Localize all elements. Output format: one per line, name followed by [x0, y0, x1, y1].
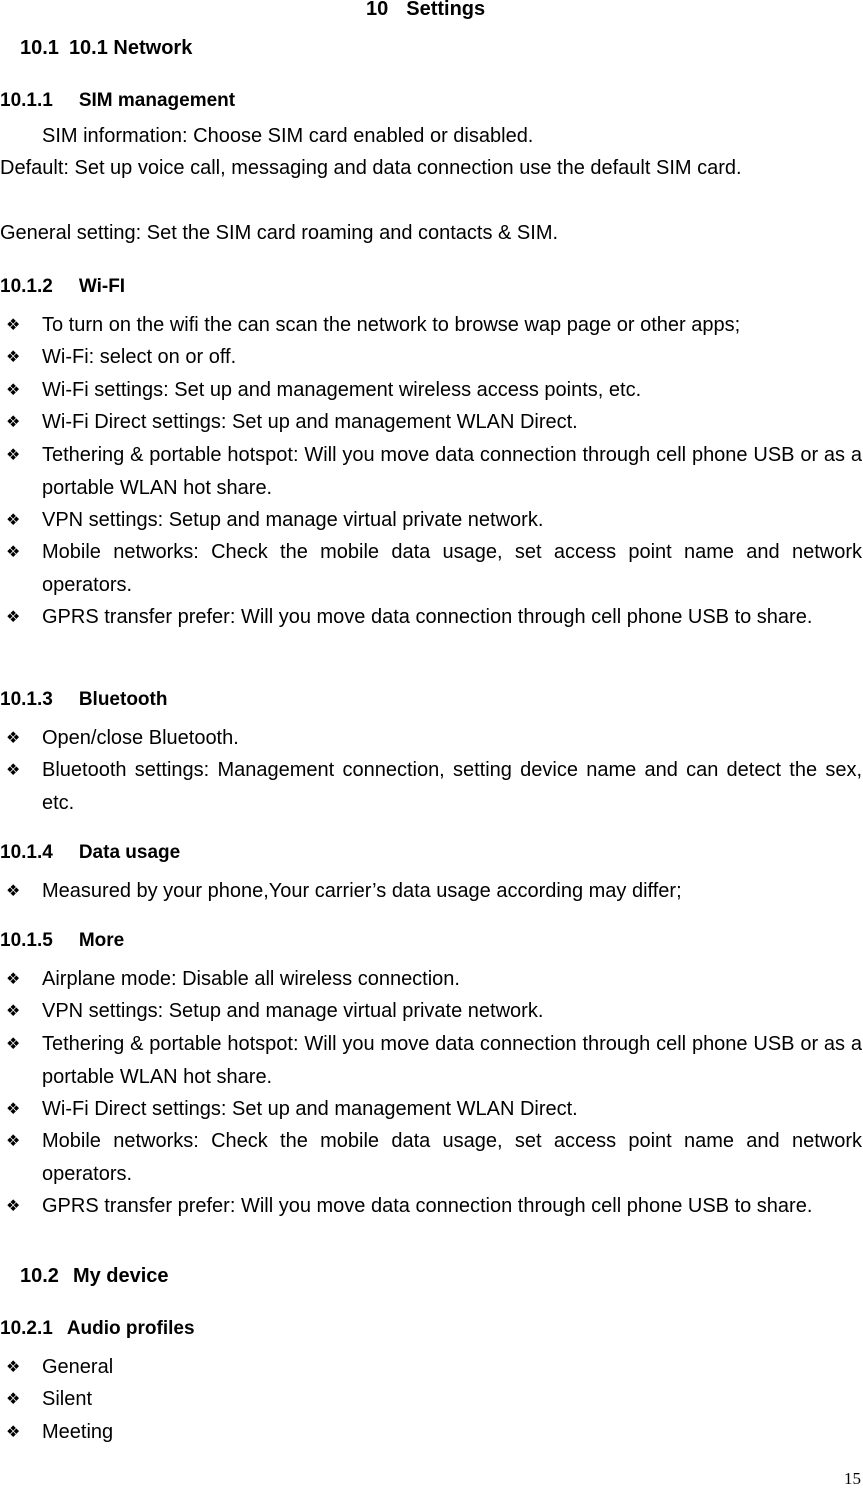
subsection-text: Audio profiles	[66, 1318, 195, 1339]
diamond-bullet-icon: ❖	[6, 542, 21, 561]
sim-line-1: SIM information: Choose SIM card enabled or disabled.	[42, 125, 534, 147]
subsection-heading-bluetooth	[0, 689, 167, 711]
sim-line-2: Default: Set up voice call, messaging and data connection use the default SIM card.	[0, 157, 742, 179]
section-heading-network	[20, 37, 192, 60]
subsection-heading-more	[0, 930, 124, 952]
diamond-bullet-icon: ❖	[6, 1196, 21, 1215]
diamond-bullet-icon: ❖	[6, 1099, 21, 1118]
diamond-bullet-icon: ❖	[6, 445, 21, 464]
diamond-bullet-icon: ❖	[6, 315, 21, 334]
subsection-heading-wifi	[0, 276, 125, 298]
subsection-heading-data-usage	[0, 842, 180, 864]
diamond-bullet-icon: ❖	[6, 1389, 21, 1408]
diamond-bullet-icon: ❖	[6, 510, 21, 529]
subsection-text: More	[78, 930, 125, 951]
section-number: 10.2	[20, 1265, 59, 1287]
diamond-bullet-icon: ❖	[6, 380, 21, 399]
title-text: Settings	[406, 0, 486, 20]
section-text: My device	[72, 1265, 169, 1287]
diamond-bullet-icon: ❖	[6, 1131, 21, 1150]
section-text: 10.1 Network	[68, 37, 193, 59]
diamond-bullet-icon: ❖	[6, 1034, 21, 1053]
page-title	[366, 0, 485, 21]
subsection-text: Wi-FI	[78, 276, 126, 297]
subsection-number: 10.1.4	[0, 842, 53, 863]
diamond-bullet-icon: ❖	[6, 1001, 21, 1020]
subsection-text: Bluetooth	[78, 689, 168, 710]
diamond-bullet-icon: ❖	[6, 412, 21, 431]
diamond-bullet-icon: ❖	[6, 347, 21, 366]
diamond-bullet-icon: ❖	[6, 728, 21, 747]
diamond-bullet-icon: ❖	[6, 607, 21, 626]
subsection-heading-sim	[0, 90, 235, 112]
diamond-bullet-icon: ❖	[6, 1422, 21, 1441]
subsection-heading-audio-profiles	[0, 1318, 195, 1340]
section-heading-my-device	[20, 1265, 169, 1288]
section-number: 10.1	[20, 37, 59, 59]
diamond-bullet-icon: ❖	[6, 969, 21, 988]
subsection-number: 10.1.3	[0, 689, 53, 710]
diamond-bullet-icon: ❖	[6, 1357, 21, 1376]
subsection-number: 10.1.5	[0, 930, 53, 951]
subsection-number: 10.1.2	[0, 276, 53, 297]
diamond-bullet-icon: ❖	[6, 881, 21, 900]
subsection-number: 10.1.1	[0, 90, 53, 111]
subsection-text: SIM management	[78, 90, 236, 111]
diamond-bullet-icon: ❖	[6, 760, 21, 779]
page-number: 15	[844, 1469, 861, 1488]
subsection-number: 10.2.1	[0, 1318, 53, 1339]
sim-line-3: General setting: Set the SIM card roaming and contacts & SIM.	[0, 222, 559, 244]
title-number: 10	[366, 0, 389, 20]
subsection-text: Data usage	[78, 842, 181, 863]
